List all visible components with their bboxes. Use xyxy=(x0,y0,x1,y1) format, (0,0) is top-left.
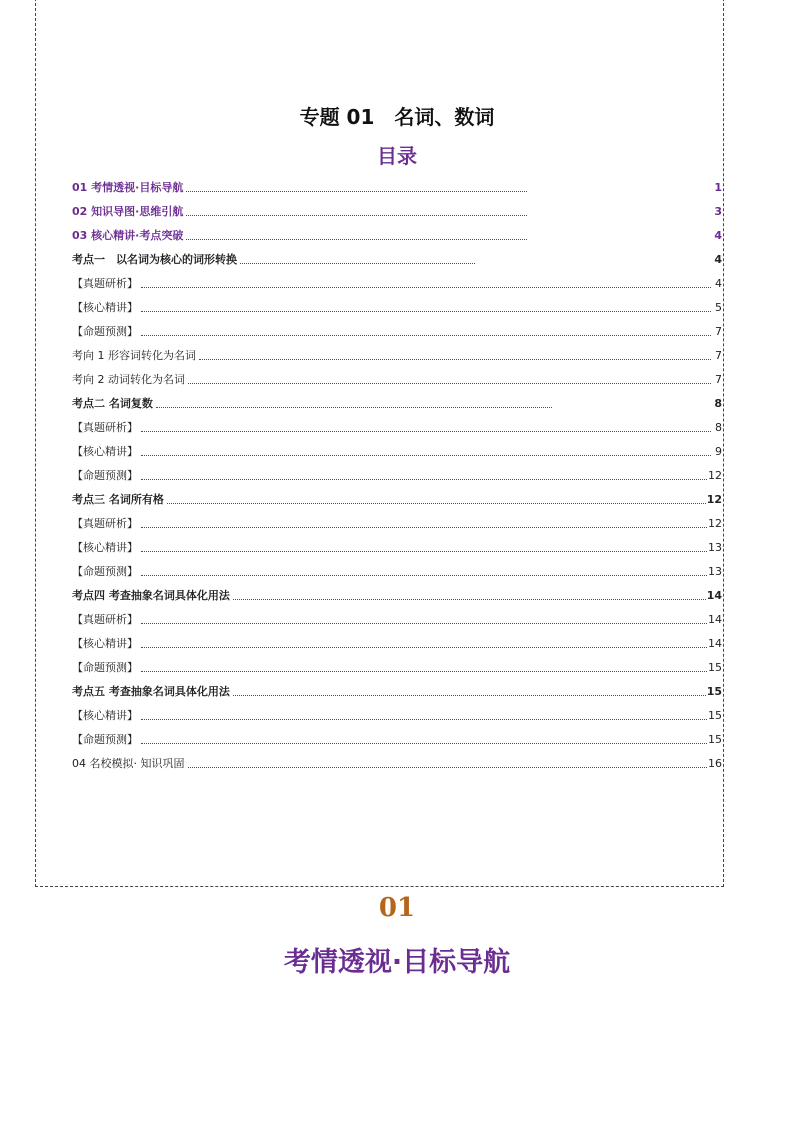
toc-entry[interactable] xyxy=(72,583,722,607)
toc-dot-leader xyxy=(141,479,707,480)
toc-dot-leader xyxy=(141,671,707,672)
toc-entry-page-number: 13 xyxy=(708,564,722,578)
toc-dot-leader xyxy=(233,599,706,600)
toc-entry[interactable] xyxy=(72,391,722,415)
toc-dot-leader xyxy=(233,695,706,696)
toc-entry-page-number: 16 xyxy=(708,756,722,770)
toc-dot-leader xyxy=(141,335,711,336)
toc-entry-label: 【真题研析】 xyxy=(72,517,138,530)
toc-entry-label: 考点一 以名词为核心的词形转换 xyxy=(72,253,237,266)
toc-entry[interactable] xyxy=(72,223,722,247)
toc-dot-leader xyxy=(186,191,527,192)
toc-entry[interactable] xyxy=(72,439,722,463)
toc-entry[interactable] xyxy=(72,679,722,703)
toc-entry-label: 【命题预测】 xyxy=(72,325,138,338)
toc-heading: 目录 xyxy=(377,144,417,168)
toc-entry[interactable] xyxy=(72,247,722,271)
toc-entry[interactable] xyxy=(72,607,722,631)
toc-entry-label: 考点五 考查抽象名词具体化用法 xyxy=(72,685,230,698)
toc-entry-page-number: 4 xyxy=(714,228,722,242)
toc-entry-page-number: 14 xyxy=(708,612,722,626)
toc-entry-page-number: 15 xyxy=(706,684,722,698)
toc-entry-page-number: 12 xyxy=(706,492,722,506)
toc-entry-label: 02 知识导图·思维引航 xyxy=(72,205,184,218)
toc-entry[interactable] xyxy=(72,271,722,295)
toc-entry-label: 04 名校模拟· 知识巩固 xyxy=(72,757,185,770)
toc-entry-label: 【命题预测】 xyxy=(72,733,138,746)
toc-entry-page-number: 14 xyxy=(706,588,722,602)
toc-dot-leader xyxy=(141,575,707,576)
toc-dot-leader xyxy=(186,215,527,216)
toc-entry-page-number: 15 xyxy=(708,660,722,674)
toc-dot-leader xyxy=(167,503,706,504)
toc-entry[interactable] xyxy=(72,367,722,391)
toc-entry-label: 考向 1 形容词转化为名词 xyxy=(72,349,196,362)
toc-entry[interactable] xyxy=(72,175,722,199)
toc-dot-leader xyxy=(141,287,711,288)
toc-dot-leader xyxy=(186,239,527,240)
toc-dot-leader xyxy=(240,263,475,264)
toc-dot-leader xyxy=(141,311,711,312)
toc-entry-label: 03 核心精讲·考点突破 xyxy=(72,229,184,242)
toc-dot-leader xyxy=(199,359,711,360)
toc-entry[interactable] xyxy=(72,559,722,583)
toc-dot-leader xyxy=(156,407,552,408)
table-of-contents xyxy=(72,175,722,775)
toc-entry[interactable] xyxy=(72,631,722,655)
toc-entry-label: 考点三 名词所有格 xyxy=(72,493,164,506)
toc-entry-page-number: 9 xyxy=(715,444,722,458)
toc-dot-leader xyxy=(141,527,707,528)
toc-entry[interactable] xyxy=(72,703,722,727)
toc-entry[interactable] xyxy=(72,655,722,679)
toc-entry-page-number: 13 xyxy=(708,540,722,554)
toc-dot-leader xyxy=(141,431,711,432)
toc-entry[interactable] xyxy=(72,295,722,319)
toc-entry-label: 考向 2 动词转化为名词 xyxy=(72,373,185,386)
toc-entry-page-number: 8 xyxy=(714,396,722,410)
toc-dot-leader xyxy=(141,719,707,720)
toc-dot-leader xyxy=(141,647,707,648)
toc-entry-label: 考点二 名词复数 xyxy=(72,397,153,410)
toc-entry[interactable] xyxy=(72,487,722,511)
toc-entry-label: 【命题预测】 xyxy=(72,565,138,578)
toc-entry-page-number: 4 xyxy=(715,276,722,290)
toc-entry-page-number: 5 xyxy=(715,300,722,314)
toc-entry[interactable] xyxy=(72,415,722,439)
toc-dot-leader xyxy=(188,767,708,768)
toc-entry[interactable] xyxy=(72,463,722,487)
toc-entry-label: 考点四 考查抽象名词具体化用法 xyxy=(72,589,230,602)
toc-entry-page-number: 8 xyxy=(715,420,722,434)
toc-entry-label: 【真题研析】 xyxy=(72,421,138,434)
toc-entry-page-number: 7 xyxy=(715,372,722,386)
toc-entry[interactable] xyxy=(72,319,722,343)
section-number: 01 xyxy=(378,893,416,923)
toc-entry-page-number: 7 xyxy=(715,348,722,362)
toc-entry-page-number: 3 xyxy=(714,204,722,218)
toc-entry[interactable] xyxy=(72,343,722,367)
toc-entry-label: 【真题研析】 xyxy=(72,613,138,626)
toc-entry-page-number: 15 xyxy=(708,732,722,746)
toc-entry-page-number: 4 xyxy=(714,252,722,266)
toc-dot-leader xyxy=(141,551,707,552)
toc-entry-page-number: 15 xyxy=(708,708,722,722)
toc-entry-label: 【核心精讲】 xyxy=(72,301,138,314)
toc-dot-leader xyxy=(141,623,707,624)
toc-entry[interactable] xyxy=(72,511,722,535)
toc-entry-label: 【核心精讲】 xyxy=(72,709,138,722)
toc-entry-label: 【核心精讲】 xyxy=(72,637,138,650)
toc-entry-label: 【核心精讲】 xyxy=(72,541,138,554)
toc-entry-page-number: 14 xyxy=(708,636,722,650)
toc-entry-page-number: 12 xyxy=(708,516,722,530)
toc-entry[interactable] xyxy=(72,199,722,223)
toc-entry-page-number: 12 xyxy=(708,468,722,482)
toc-entry-label: 【命题预测】 xyxy=(72,469,138,482)
toc-entry-page-number: 7 xyxy=(715,324,722,338)
toc-entry-label: 【核心精讲】 xyxy=(72,445,138,458)
toc-dot-leader xyxy=(141,743,707,744)
toc-entry-page-number: 1 xyxy=(714,180,722,194)
toc-dot-leader xyxy=(141,455,711,456)
document-title: 专题 01 名词、数词 xyxy=(299,105,495,129)
toc-entry[interactable] xyxy=(72,751,722,775)
toc-entry-label: 【真题研析】 xyxy=(72,277,138,290)
section-title: 考情透视·目标导航 xyxy=(283,947,511,978)
toc-entry-label: 【命题预测】 xyxy=(72,661,138,674)
toc-dot-leader xyxy=(188,383,711,384)
toc-entry-label: 01 考情透视·目标导航 xyxy=(72,181,184,194)
toc-entry[interactable] xyxy=(72,727,722,751)
toc-entry[interactable] xyxy=(72,535,722,559)
